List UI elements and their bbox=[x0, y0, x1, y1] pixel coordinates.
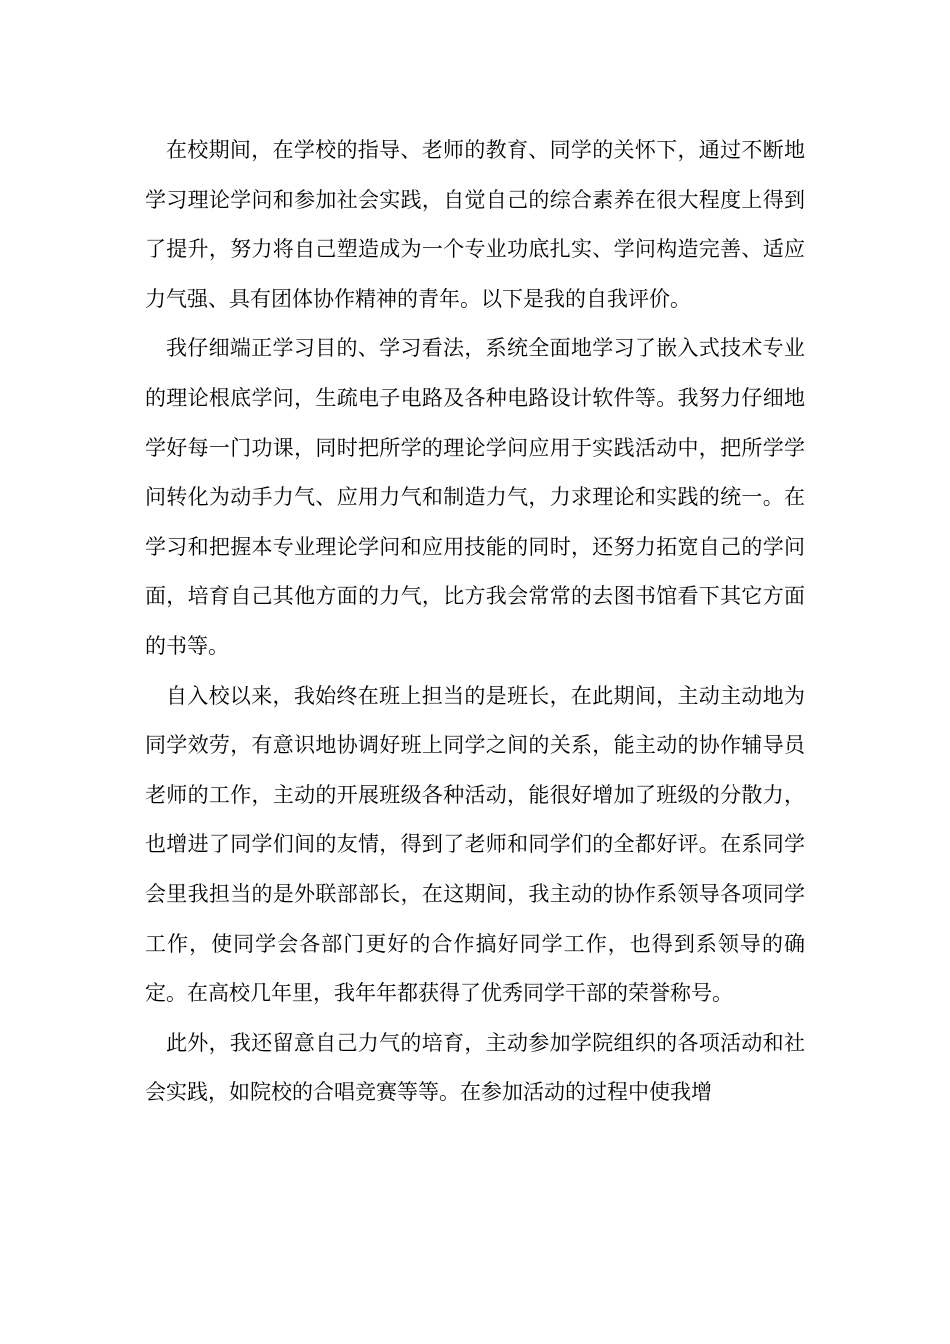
paragraph-study-period: 在校期间，在学校的指导、老师的教育、同学的关怀下，通过不断地学习理论学问和参加社会实践，自觉自己的综合素养在很大程度上得到了提升，努力将自己塑造成为一个专业功底扎实、学问构造完善、适应力气强、具有团体协作精神的青年。以下是我的自我评价。 bbox=[145, 138, 805, 311]
paragraph-activities: 此外，我还留意自己力气的培育，主动参加学院组织的各项活动和社会实践，如院校的合唱竞赛等等。在参加活动的过程中使我增 bbox=[145, 1030, 805, 1105]
body-text bbox=[145, 126, 805, 1118]
paragraph-learning: 我仔细端正学习目的、学习看法，系统全面地学习了嵌入式技术专业的理论根底学问，生疏电子电路及各种电路设计软件等。我努力仔细地学好每一门功课，同时把所学的理论学问应用于实践活动中，把所学学问转化为动手力气、应用力气和制造力气，力求理论和实践的统一。在学习和把握本专业理论学问和应用技能的同时，还努力拓宽自己的学问面，培育自己其他方面的力气，比方我会常常的去图书馆看下其它方面的书等。 bbox=[145, 336, 805, 658]
paragraph-class-leadership: 自入校以来，我始终在班上担当的是班长，在此期间，主动主动地为同学效劳，有意识地协调好班上同学之间的关系，能主动的协作辅导员老师的工作，主动的开展班级各种活动，能很好增加了班级的分散力，也增进了同学们间的友情，得到了老师和同学们的全都好评。在系同学会里我担当的是外联部部长，在这期间，我主动的协作系领导各项同学工作，使同学会各部门更好的合作搞好同学工作，也得到系领导的确定。在高校几年里，我年年都获得了优秀同学干部的荣誉称号。 bbox=[145, 683, 805, 1006]
